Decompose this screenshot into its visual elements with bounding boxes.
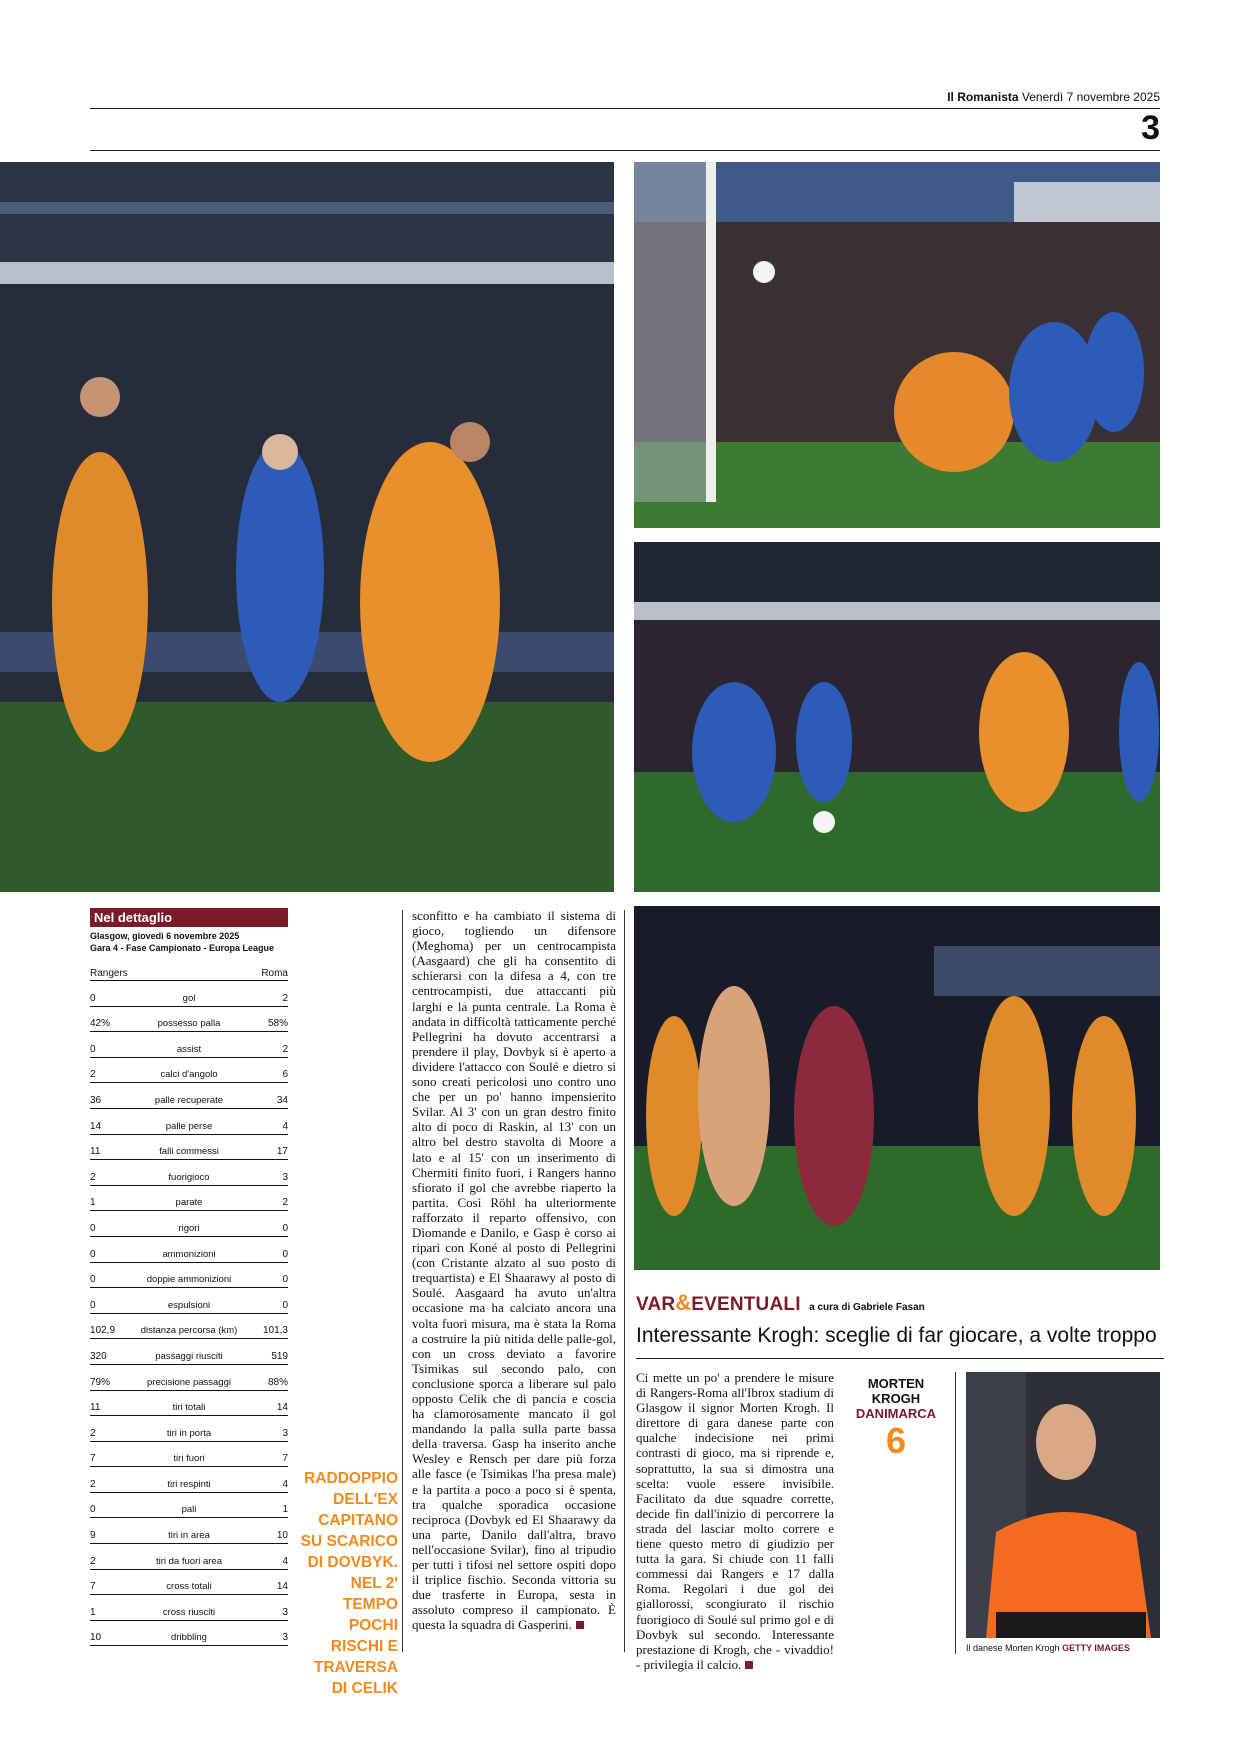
photo-referee-portrait [966,1372,1160,1638]
header-rule [90,150,1160,151]
stat-away-value: 4 [282,1555,288,1567]
referee-score: 6 [885,1420,907,1461]
stat-label: tiri in area [168,1530,210,1542]
stat-label: tiri in porta [166,1427,212,1439]
stat-label: ammonizioni [162,1248,216,1260]
stat-home-value: 102,9 [90,1325,116,1337]
stats-row [90,1263,288,1289]
stats-row [90,1314,288,1340]
stat-label: doppie ammonizioni [146,1274,232,1286]
stat-label: parate [175,1197,203,1209]
stats-home-team: Rangers [90,968,128,979]
stat-label: tiri totali [172,1402,206,1414]
match-report-body: sconfitto e ha cambiato il sistema di gioco, togliendo un difensore (Meghoma) per un centrocampista (Aasgaard) che gli ha consentito di schierarsi con la difesa a 4, con tre centrocampisti, due attaccanti più larghi e la punta centrale. La Roma è andata in difficoltà tatticamente perché Pellegrini ha dovuto accentrarsi a prendere il play, Dovbyk si è aperto a dividere l'attacco con Soulé e dietro si sono creati pericolosi uno contro uno che per un po' hanno impensierito Svilar. Al 3' con un gran destro finito alto di poco di Raskin, al 13' con un altro bel destro stavolta di Moore a lato e al 15' con un inserimento di Chermiti finito fuori, i Rangers hanno sfiorato il gol che avrebbe riaperto la partita. Così Röhl ha ulteriormente rafforzato il reparto offensivo, con Diomande e Danilo, e Gasp è corso ai ripari con Koné al posto di Pellegrini (con Cristante alzato al suo posto di trequartista) e El Shaarawy al posto di Soulé. Aasgaard ha avuto un'altra occasione ma ha calciato ancora una volta fuori misura, ma è stata la Roma a costruire la più nitida delle palle-gol, con un cross deviato a favorire Tsimikas sul secondo palo, con conclusione sporca a liberare sul palo opposto Celik che di pancia e coscia ha clamorosamente mancato il gol mandando la palla sulla parte bassa della traversa. Gasp ha inserito anche Wesley e Rensch per dare più forza alle fasce (e Tsimikas l'ha presa male) e la partita a poco a poco si è spenta, tra qualche sporadica occasione reciproca (Dovbyk ed El Shaarawy da una parte, Danilo dall'altra, bravo nell'occasione Svilar), fino al tripudio per tutti i tifosi nel settore ospiti dopo il triplice fischio. Seconda vittoria su due trasferte in Europa, sesta in assoluto compreso il campionato. È questa la squadra di Gasperini. [412,908,616,1633]
referee-headline: Interessante Krogh: sceglie di far giocare, a volte troppo [636,1324,1157,1347]
stat-home-value: 0 [90,1248,96,1260]
stat-home-value: 10 [90,1632,102,1644]
stat-home-value: 0 [90,1222,96,1234]
stat-home-value: 11 [90,1146,101,1158]
stats-row [90,1160,288,1186]
stat-home-value: 2 [90,1427,96,1439]
stat-label: passaggi riusciti [155,1350,223,1362]
rubric-eventuali: EVENTUALI [691,1294,801,1315]
stats-place-date: Glasgow, giovedì 6 novembre 2025 [90,931,240,941]
issue-date: Venerdì 7 novembre 2025 [1021,90,1160,104]
rubric-author: a cura di Gabriele Fasan [809,1302,925,1313]
photo-caption [966,1643,1130,1653]
stat-label: distanza percorsa (km) [140,1325,238,1337]
referee-report-body: Ci mette un po' a prendere le misure di Rangers-Roma all'Ibrox stadium di Glasgow il signor Morten Krogh. Il direttore di gara danese parte con qualche indecisione nei primi contrasti di gioco, ma si riprende e, soprattutto, la sua si dimostra una scelta: vuole essere invisibile. Facilitato da due squadre corrette, decide fin dall'inizio di percorrere la strada del lasciar molto correre e tiene questo metro di giudizio per tutta la gara. Si chiude con 11 falli commessi dai Rangers e 17 dalla Roma. Regolari i due gol dei giallorossi, scongiurato il rischio fuorigioco di Soulé sul primo gol e di Dovbyk sul secondo. Interessante prestazione di Krogh, che - vivaddio! - privilegia il calcio. [636,1370,834,1672]
stats-row [90,1442,288,1468]
top-rule [90,108,1160,109]
rubric-ampersand: & [675,1290,692,1315]
stat-label: palle recuperate [154,1094,224,1106]
end-mark [576,1621,584,1629]
stat-home-value: 9 [90,1530,96,1542]
stat-home-value: 0 [90,1043,96,1055]
stat-away-value: 4 [282,1120,288,1132]
stats-row [90,1518,288,1544]
stat-home-value: 0 [90,1504,96,1516]
stats-competition: Gara 4 - Fase Campionato - Europa League [90,943,275,953]
stat-away-value: 6 [282,1069,288,1081]
photo-goalmouth-scramble [634,162,1160,528]
stats-row [90,1391,288,1417]
stat-label: pali [181,1504,197,1516]
stat-away-value: 519 [271,1350,288,1362]
stat-label: dribbling [171,1632,207,1644]
column-rule [402,910,403,1652]
newspaper-name: Il Romanista [947,90,1019,104]
stat-home-value: 42% [90,1018,111,1030]
referee-report-text [636,1370,834,1672]
stats-row [90,1570,288,1596]
stat-home-value: 2 [90,1069,96,1081]
stat-home-value: 7 [90,1453,96,1465]
end-mark [745,1661,753,1669]
stats-row [90,1288,288,1314]
stats-row [90,1211,288,1237]
match-report-text [412,908,616,1633]
stat-away-value: 1 [282,1504,288,1516]
stat-away-value: 58% [267,1018,288,1030]
column-rule [624,910,625,1652]
stats-row [90,1237,288,1263]
stats-row [90,1135,288,1161]
photo-players-applaud-fans [634,906,1160,1270]
rubric-var: VAR [636,1294,676,1315]
pull-quote: RADDOPPIO DELL'EX CAPITANO SU SCARICO DI DOVBYK. NEL 2' TEMPO POCHI RISCHI E TRAVERSA DI CELIK [300,1470,398,1697]
stat-away-value: 10 [276,1530,288,1542]
masthead [90,90,1160,108]
stat-away-value: 7 [282,1453,288,1465]
stat-label: tiri da fuori area [155,1555,222,1567]
stat-home-value: 1 [90,1197,96,1209]
stats-teams-header [90,968,288,981]
referee-first-name: MORTEN [867,1376,925,1391]
referee-country: DANIMARCA [855,1406,937,1421]
stat-away-value: 0 [282,1222,288,1234]
stat-away-value: 17 [276,1146,288,1158]
stats-row [90,1109,288,1135]
stat-label: cross totali [166,1581,212,1593]
stats-away-team: Roma [261,968,288,979]
stat-home-value: 14 [90,1120,102,1132]
stat-away-value: 3 [282,1632,288,1644]
stat-label: calci d'angolo [160,1069,218,1081]
stats-row [90,1544,288,1570]
stats-row [90,1186,288,1212]
stat-home-value: 0 [90,1274,96,1286]
stat-home-value: 0 [90,1299,96,1311]
stats-row [90,1032,288,1058]
stat-label: espulsioni [167,1299,211,1311]
stat-away-value: 2 [282,1197,288,1209]
photo-long-range-shot [634,542,1160,892]
stat-away-value: 14 [276,1402,288,1414]
stat-away-value: 3 [282,1427,288,1439]
stat-away-value: 3 [282,1171,288,1183]
stat-label: precisione passaggi [147,1376,231,1388]
stat-label: palle perse [165,1120,213,1132]
stats-row [90,1416,288,1442]
stat-home-value: 11 [90,1402,101,1414]
stat-home-value: 7 [90,1581,96,1593]
page-number: 3 [1141,109,1160,147]
stats-title: Nel dettaglio [90,908,288,927]
headline-rule [636,1358,1164,1359]
stat-away-value: 3 [282,1606,288,1618]
stat-label: falli commessi [159,1146,219,1158]
column-rule [955,1372,956,1654]
stat-away-value: 2 [282,1043,288,1055]
stats-row [90,1339,288,1365]
stat-away-value: 101,3 [262,1325,288,1337]
stat-away-value: 0 [282,1274,288,1286]
stat-home-value: 2 [90,1171,96,1183]
caption-text: Il danese Morten Krogh [966,1643,1060,1653]
stats-meta [90,930,288,954]
stat-label: gol [182,992,196,1004]
stat-label: rigori [178,1222,200,1234]
stats-row [90,981,288,1007]
stat-home-value: 79% [90,1376,111,1388]
stats-row [90,1595,288,1621]
stats-row [90,1007,288,1033]
stats-row [90,1467,288,1493]
section-rubric [636,1290,925,1316]
referee-last-name: KROGH [871,1391,921,1406]
stats-row [90,1083,288,1109]
stats-rows [90,981,288,1646]
referee-rating [850,1376,942,1461]
stat-label: tiri respinti [167,1478,211,1490]
caption-agency: GETTY IMAGES [1062,1643,1130,1653]
stat-home-value: 2 [90,1478,96,1490]
stats-row [90,1058,288,1084]
stat-label: assist [176,1043,202,1055]
match-stats-box [90,908,288,1646]
stat-away-value: 0 [282,1299,288,1311]
stats-row [90,1493,288,1519]
stat-home-value: 320 [90,1350,107,1362]
stat-away-value: 34 [276,1094,288,1106]
stat-home-value: 2 [90,1555,96,1567]
stat-away-value: 0 [282,1248,288,1260]
stats-row [90,1621,288,1647]
stats-row [90,1365,288,1391]
photo-goal-celebration [0,162,614,892]
stat-label: tiri fuori [173,1453,205,1465]
stat-away-value: 88% [267,1376,288,1388]
stat-home-value: 36 [90,1094,102,1106]
stat-label: possesso palla [157,1018,221,1030]
stat-away-value: 2 [282,992,288,1004]
stat-away-value: 4 [282,1478,288,1490]
stat-away-value: 14 [276,1581,288,1593]
stat-label: cross riusciti [162,1606,216,1618]
stat-home-value: 1 [90,1606,96,1618]
stat-home-value: 0 [90,992,96,1004]
stat-label: fuorigioco [168,1171,210,1183]
